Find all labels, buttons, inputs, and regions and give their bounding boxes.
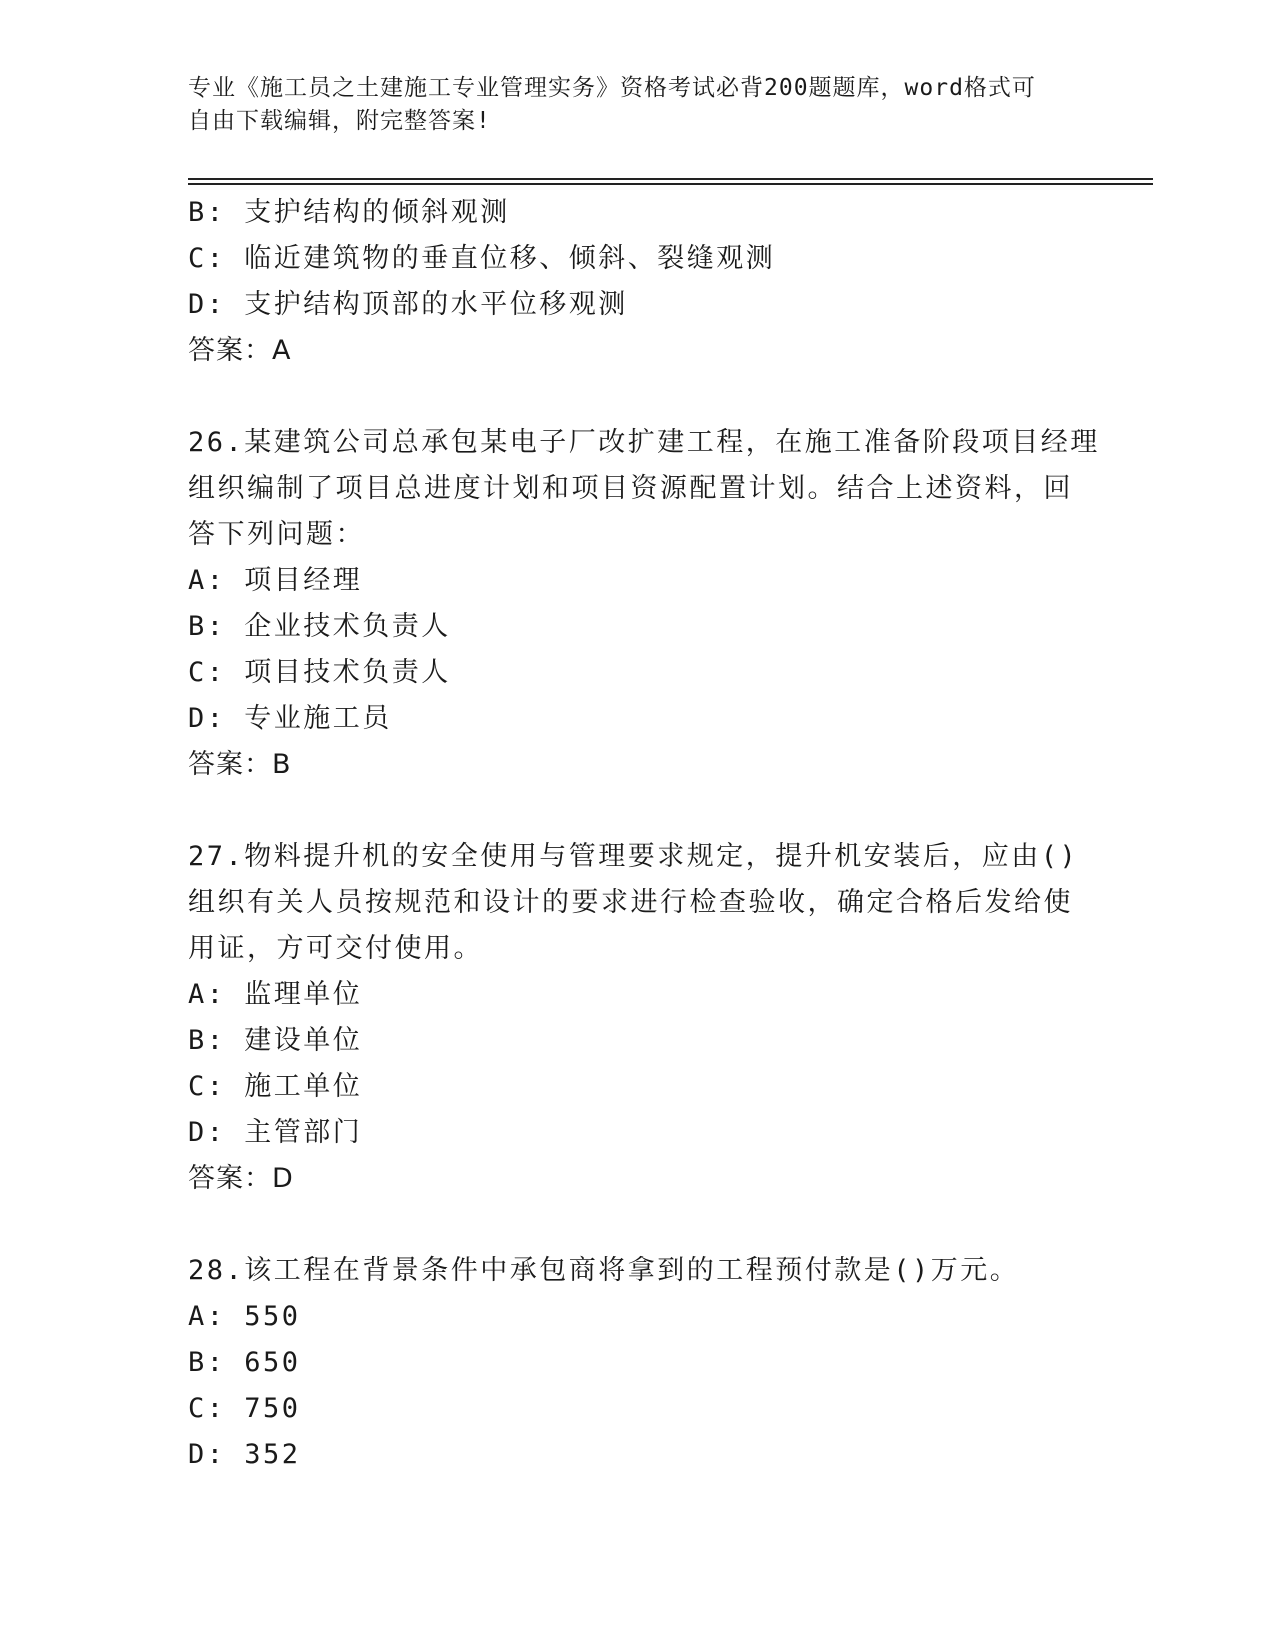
header-rule-top [188, 178, 1153, 180]
option-c: C: 项目技术负责人 [188, 657, 451, 688]
option-d: D: 352 [188, 1439, 301, 1470]
question-25-continued [188, 190, 1088, 374]
question-text-line: 27.物料提升机的安全使用与管理要求规定，提升机安装后，应由() [188, 841, 1079, 872]
question-text-line: 组织编制了项目总进度计划和项目资源配置计划。结合上述资料，回 [188, 473, 1073, 504]
header-line-2: 自由下载编辑，附完整答案! [188, 108, 491, 134]
document-body [188, 190, 1100, 1478]
spacer [188, 1202, 1088, 1248]
option-b: B: 650 [188, 1347, 301, 1378]
question-text-line: 答下列问题： [188, 519, 365, 550]
question-27 [188, 834, 1088, 1202]
question-text-line: 组织有关人员按规范和设计的要求进行检查验收，确定合格后发给使 [188, 887, 1073, 918]
question-28 [188, 1248, 1088, 1478]
option-a: A: 项目经理 [188, 565, 363, 596]
option-a: A: 550 [188, 1301, 301, 1332]
option-c: C: 临近建筑物的垂直位移、倾斜、裂缝观测 [188, 243, 776, 274]
option-d: D: 专业施工员 [188, 703, 392, 734]
header-rule-bottom [188, 183, 1153, 185]
option-d: D: 主管部门 [188, 1117, 363, 1148]
option-b: B: 企业技术负责人 [188, 611, 451, 642]
option-b: B: 建设单位 [188, 1025, 363, 1056]
option-d: D: 支护结构顶部的水平位移观测 [188, 289, 628, 320]
option-c: C: 750 [188, 1393, 301, 1424]
option-a: A: 监理单位 [188, 979, 363, 1010]
question-26 [188, 420, 1100, 788]
answer-line: 答案：A [188, 335, 292, 366]
spacer [188, 374, 1088, 420]
document-header [188, 72, 1088, 138]
answer-line: 答案：B [188, 749, 292, 780]
question-text-line: 28.该工程在背景条件中承包商将拿到的工程预付款是()万元。 [188, 1255, 1020, 1286]
header-line-1: 专业《施工员之土建施工专业管理实务》资格考试必背200题题库，word格式可 [188, 75, 1036, 101]
question-text-line: 26.某建筑公司总承包某电子厂改扩建工程，在施工准备阶段项目经理 [188, 427, 1100, 458]
question-text-line: 用证，方可交付使用。 [188, 933, 483, 964]
option-b: B: 支护结构的倾斜观测 [188, 197, 510, 228]
spacer [188, 788, 1088, 834]
option-c: C: 施工单位 [188, 1071, 363, 1102]
answer-line: 答案：D [188, 1163, 294, 1194]
